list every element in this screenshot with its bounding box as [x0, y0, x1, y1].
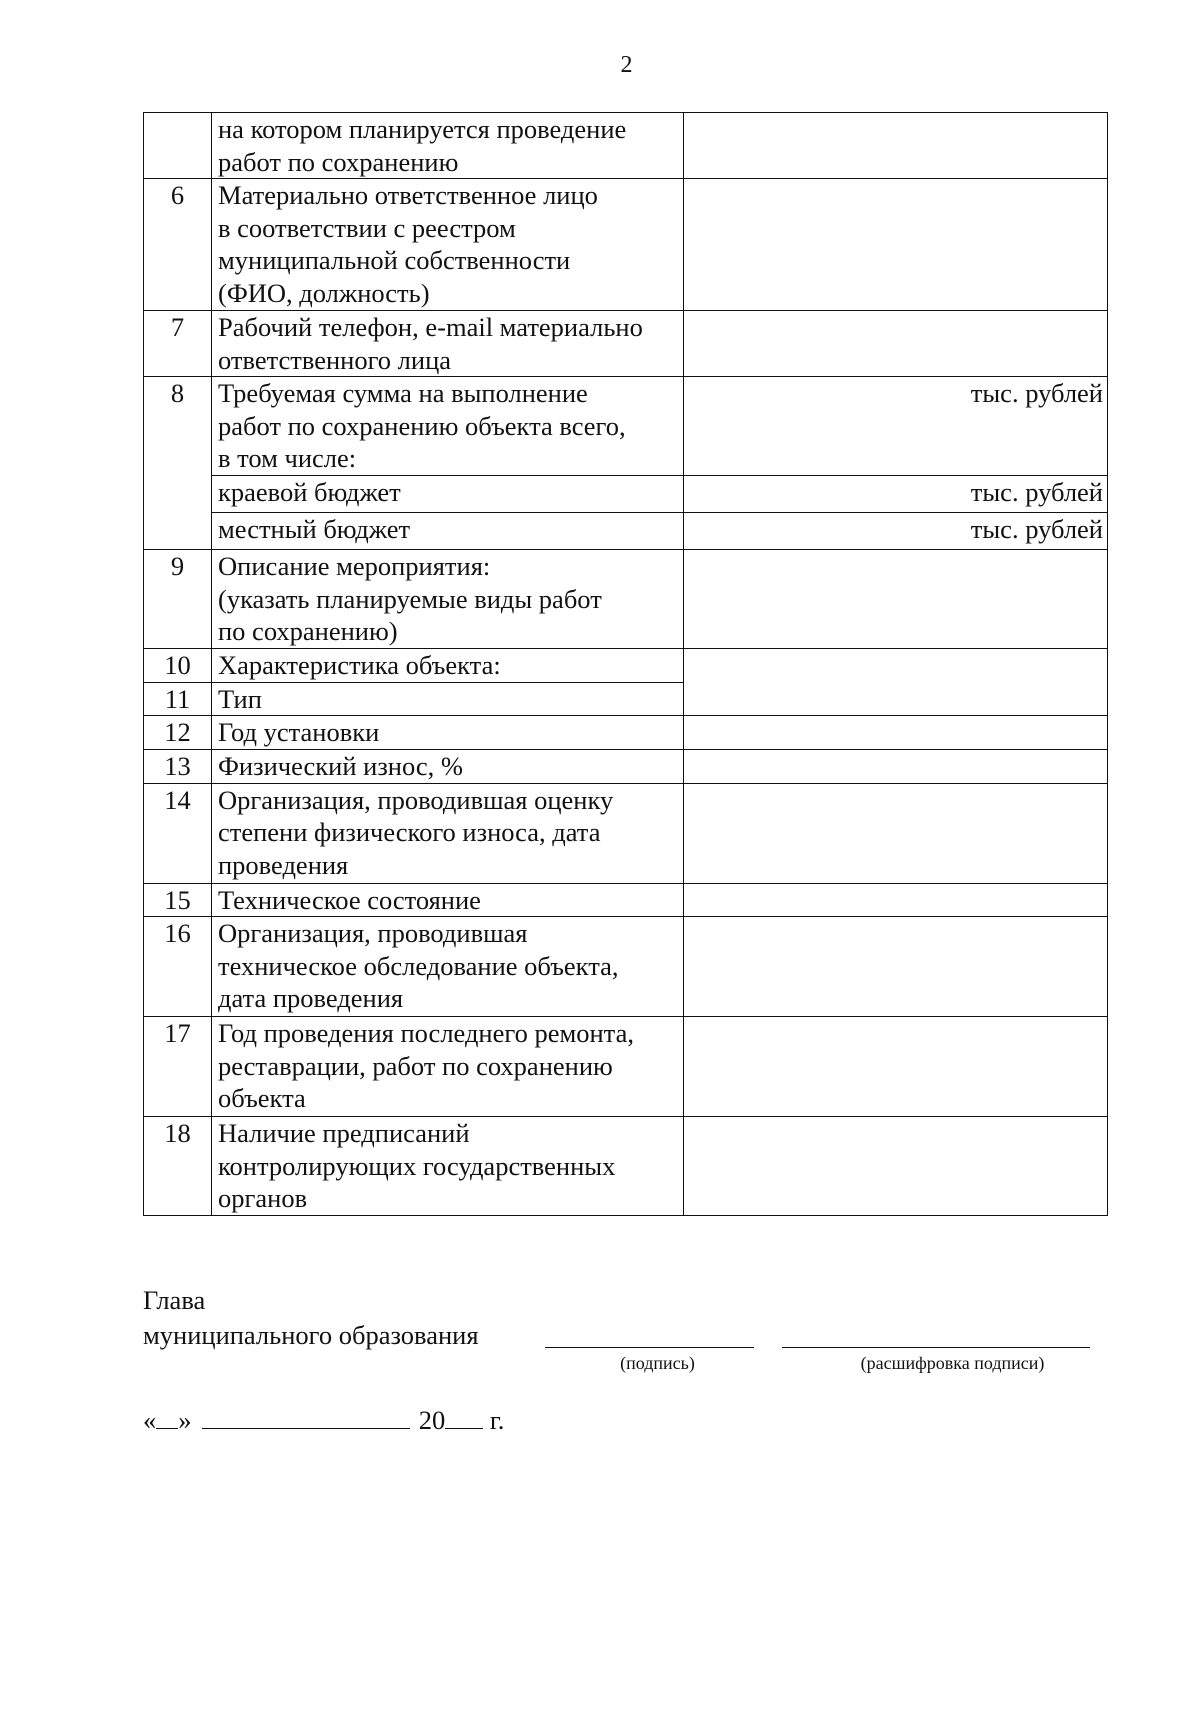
- year-prefix: 20: [418, 1405, 446, 1435]
- row-number: 13: [144, 750, 212, 784]
- table-row: [144, 513, 1108, 550]
- row-number: 17: [144, 1017, 212, 1117]
- row-label: Характеристика объекта:: [212, 649, 684, 683]
- table-row: [144, 377, 1108, 476]
- row-label: Год проведения последнего ремонта, реставрации, работ по сохранению объекта: [212, 1017, 684, 1117]
- table-row: [144, 476, 1108, 513]
- row-label: Физический износ, %: [212, 750, 684, 784]
- row-value[interactable]: [684, 311, 1108, 377]
- page-number: 2: [620, 52, 633, 78]
- table-row: [144, 783, 1108, 883]
- row-value[interactable]: [684, 783, 1108, 883]
- table-row: [144, 179, 1108, 311]
- row-value[interactable]: [684, 649, 1108, 716]
- amount-local[interactable]: тыс. рублей: [684, 513, 1108, 550]
- row-label: местный бюджет: [212, 513, 684, 550]
- object-info-table: [143, 112, 1108, 1216]
- table-row: [144, 716, 1108, 750]
- row-number: 11: [144, 682, 212, 716]
- row-value[interactable]: [684, 917, 1108, 1017]
- table-row: [144, 917, 1108, 1017]
- signature-line[interactable]: [545, 1347, 754, 1348]
- row-label: Наличие предписаний контролирующих государственных органов: [212, 1117, 684, 1216]
- table-row: [144, 883, 1108, 917]
- row-number: 14: [144, 783, 212, 883]
- row-number: 16: [144, 917, 212, 1017]
- row-label: краевой бюджет: [212, 476, 684, 513]
- row-label: Организация, проводившая оценку степени физического износа, дата проведения: [212, 783, 684, 883]
- row-number: 12: [144, 716, 212, 750]
- row-label: Рабочий телефон, e-mail материально ответственного лица: [212, 311, 684, 377]
- amount-total[interactable]: тыс. рублей: [684, 377, 1108, 476]
- row-number: 8: [144, 377, 212, 550]
- table-row: [144, 1017, 1108, 1117]
- row-value[interactable]: [684, 883, 1108, 917]
- row-value[interactable]: [684, 550, 1108, 649]
- close-quote: »: [178, 1405, 192, 1435]
- row-label: Требуемая сумма на выполнение работ по сохранению объекта всего, в том числе:: [212, 377, 684, 476]
- signature-decoding-caption: (расшифровка подписи): [860, 1353, 1045, 1373]
- row-number: 7: [144, 311, 212, 377]
- row-number: 18: [144, 1117, 212, 1216]
- table-row: [144, 750, 1108, 784]
- row-label: на котором планируется проведение работ по сохранению: [212, 113, 684, 179]
- row-number: 6: [144, 179, 212, 311]
- table-row: [144, 1117, 1108, 1216]
- row-number: [144, 113, 212, 179]
- month-blank[interactable]: [202, 1404, 410, 1429]
- signatory-title: Глава муниципального образования: [143, 1285, 479, 1350]
- year-suffix: г.: [489, 1405, 505, 1435]
- table-row: [144, 311, 1108, 377]
- date-line: [143, 1403, 504, 1437]
- row-value[interactable]: [684, 113, 1108, 179]
- signature-decoding-line[interactable]: [782, 1347, 1090, 1348]
- row-number: 15: [144, 883, 212, 917]
- amount-regional[interactable]: тыс. рублей: [684, 476, 1108, 513]
- open-quote: «: [143, 1405, 157, 1435]
- row-number: 9: [144, 550, 212, 649]
- day-blank[interactable]: [156, 1404, 178, 1429]
- row-label: Описание мероприятия: (указать планируемые виды работ по сохранению): [212, 550, 684, 649]
- row-number: 10: [144, 649, 212, 683]
- row-label: Материально ответственное лицо в соответствии с реестром муниципальной собственности (ФИО, должность): [212, 179, 684, 311]
- row-label: Техническое состояние: [212, 883, 684, 917]
- row-value[interactable]: [684, 1017, 1108, 1117]
- table-row: [144, 649, 1108, 683]
- year-blank[interactable]: [445, 1404, 483, 1429]
- row-value[interactable]: [684, 1117, 1108, 1216]
- table-row: [144, 550, 1108, 649]
- row-value[interactable]: [684, 179, 1108, 311]
- row-label: Год установки: [212, 716, 684, 750]
- signature-caption: (подпись): [620, 1353, 695, 1373]
- row-label: Организация, проводившая техническое обследование объекта, дата проведения: [212, 917, 684, 1017]
- table-row: [144, 113, 1108, 179]
- row-value[interactable]: [684, 716, 1108, 750]
- row-label: Тип: [212, 682, 684, 716]
- row-value[interactable]: [684, 750, 1108, 784]
